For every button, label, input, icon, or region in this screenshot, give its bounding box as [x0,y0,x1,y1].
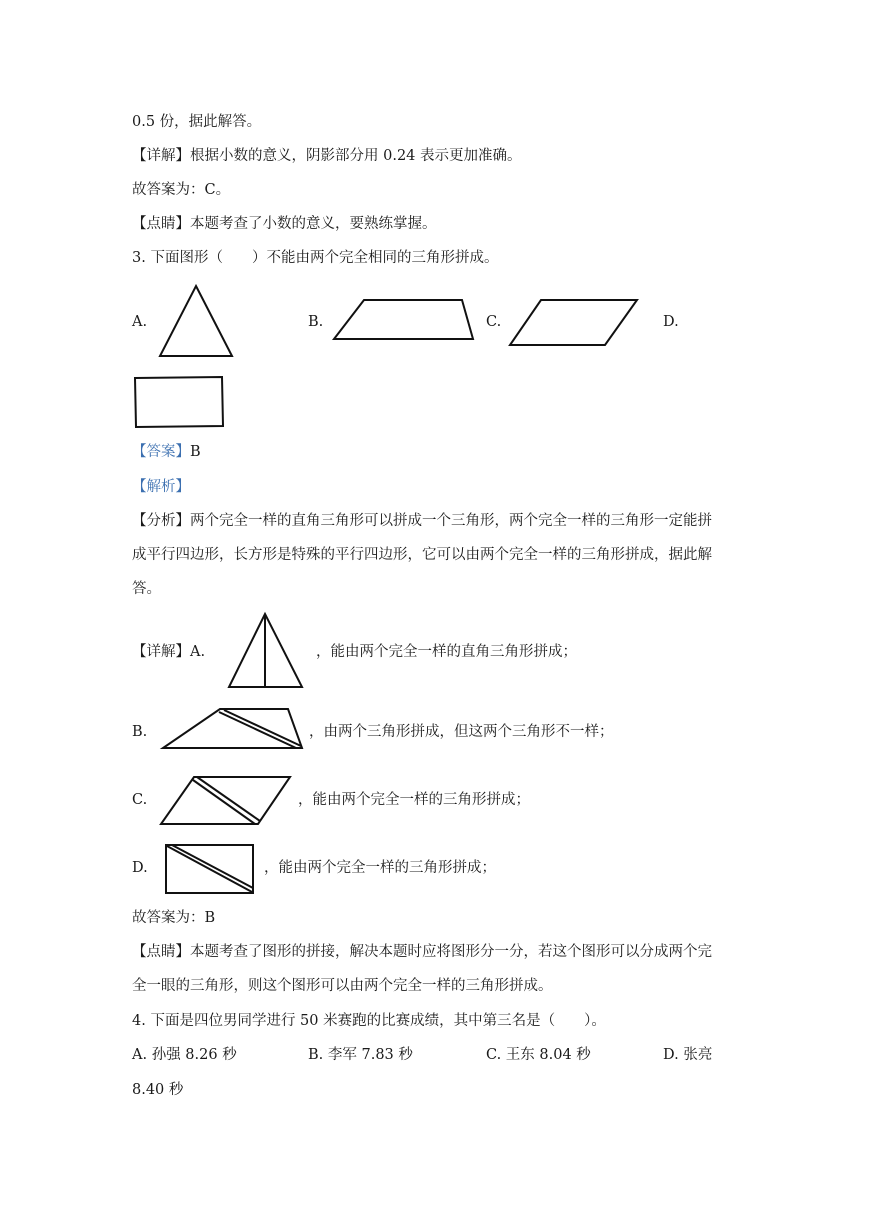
triangle-figure [157,283,237,360]
split-parallelogram-figure [159,774,294,828]
trapezoid-figure [332,297,477,343]
dianjing-line-1 [132,942,712,962]
detail-a-line [132,642,205,662]
detail-c-label: C. [132,792,148,808]
result-line: 故答案为：B [132,910,216,926]
fenxi-line-2: 成平行四边形，长方形是特殊的平行四边形，它可以由两个完全一样的三角形拼成，据此解 [132,547,712,563]
rectangle-figure [133,375,226,430]
detail-a-label: A. [190,644,206,660]
question-3-stem: 3. 下面图形（ ）不能由两个完全相同的三角形拼成。 [132,250,499,266]
answer-value: B [190,444,201,460]
answer-tag: 【答案】 [132,444,190,460]
dianjing-line-2: 全一眼的三角形，则这个图形可以由两个完全一样的三角形拼成。 [132,978,553,994]
answer-line [132,442,201,462]
dianjing-text: 本题考查了小数的意义，要熟练掌握。 [190,216,437,232]
option-b-label: B. [308,314,324,330]
detail-c-text: ，能由两个完全一样的三角形拼成； [298,792,530,808]
q4-option-c: C. 王东 8.04 秒 [486,1047,591,1063]
split-triangle-figure [226,611,306,691]
detail-d-label: D. [132,860,148,876]
dianjing-tag: 【点睛】 [132,216,190,232]
split-rectangle-figure [163,842,256,897]
fenxi-line-3: 答。 [132,581,161,597]
q4-option-d: D. 张亮 [663,1047,713,1063]
detail-tag: 【详解】 [132,148,190,164]
detail-a-text: ，能由两个完全一样的直角三角形拼成； [316,644,577,660]
parallelogram-figure [508,297,640,349]
option-d-label: D. [663,314,679,330]
detail-text: 根据小数的意义，阴影部分用 0.24 表示更加准确。 [190,148,522,164]
analysis-tag: 【解析】 [132,479,190,495]
detail-d-text: ，能由两个完全一样的三角形拼成； [264,860,496,876]
dianjing-text-1: 本题考查了图形的拼接，解决本题时应将图形分一分，若这个图形可以分成两个完 [190,944,712,960]
fenxi-text-1: 两个完全一样的直角三角形可以拼成一个三角形，两个完全一样的三角形一定能拼 [190,513,712,529]
q4-option-d-cont: 8.40 秒 [132,1082,184,1098]
detail-b-text: ，由两个三角形拼成，但这两个三角形不一样； [309,724,614,740]
detail-line [132,146,522,166]
question-4-stem: 4. 下面是四位男同学进行 50 米赛跑的比赛成绩，其中第三名是（ ）。 [132,1013,606,1029]
fenxi-tag: 【分析】 [132,513,190,529]
q4-option-a: A. 孙强 8.26 秒 [132,1047,237,1063]
option-a-label: A. [132,314,148,330]
q4-option-b: B. 李军 7.83 秒 [308,1047,413,1063]
answer-result-line: 故答案为：C。 [132,182,231,198]
detail-tag: 【详解】 [132,644,190,660]
fenxi-line-1 [132,511,712,531]
detail-b-label: B. [132,724,148,740]
dianjing-tag: 【点睛】 [132,944,190,960]
dianjing-line [132,214,437,234]
text-line: 0.5 份，据此解答。 [132,114,262,130]
option-c-label: C. [486,314,502,330]
split-trapezoid-figure [161,706,306,752]
